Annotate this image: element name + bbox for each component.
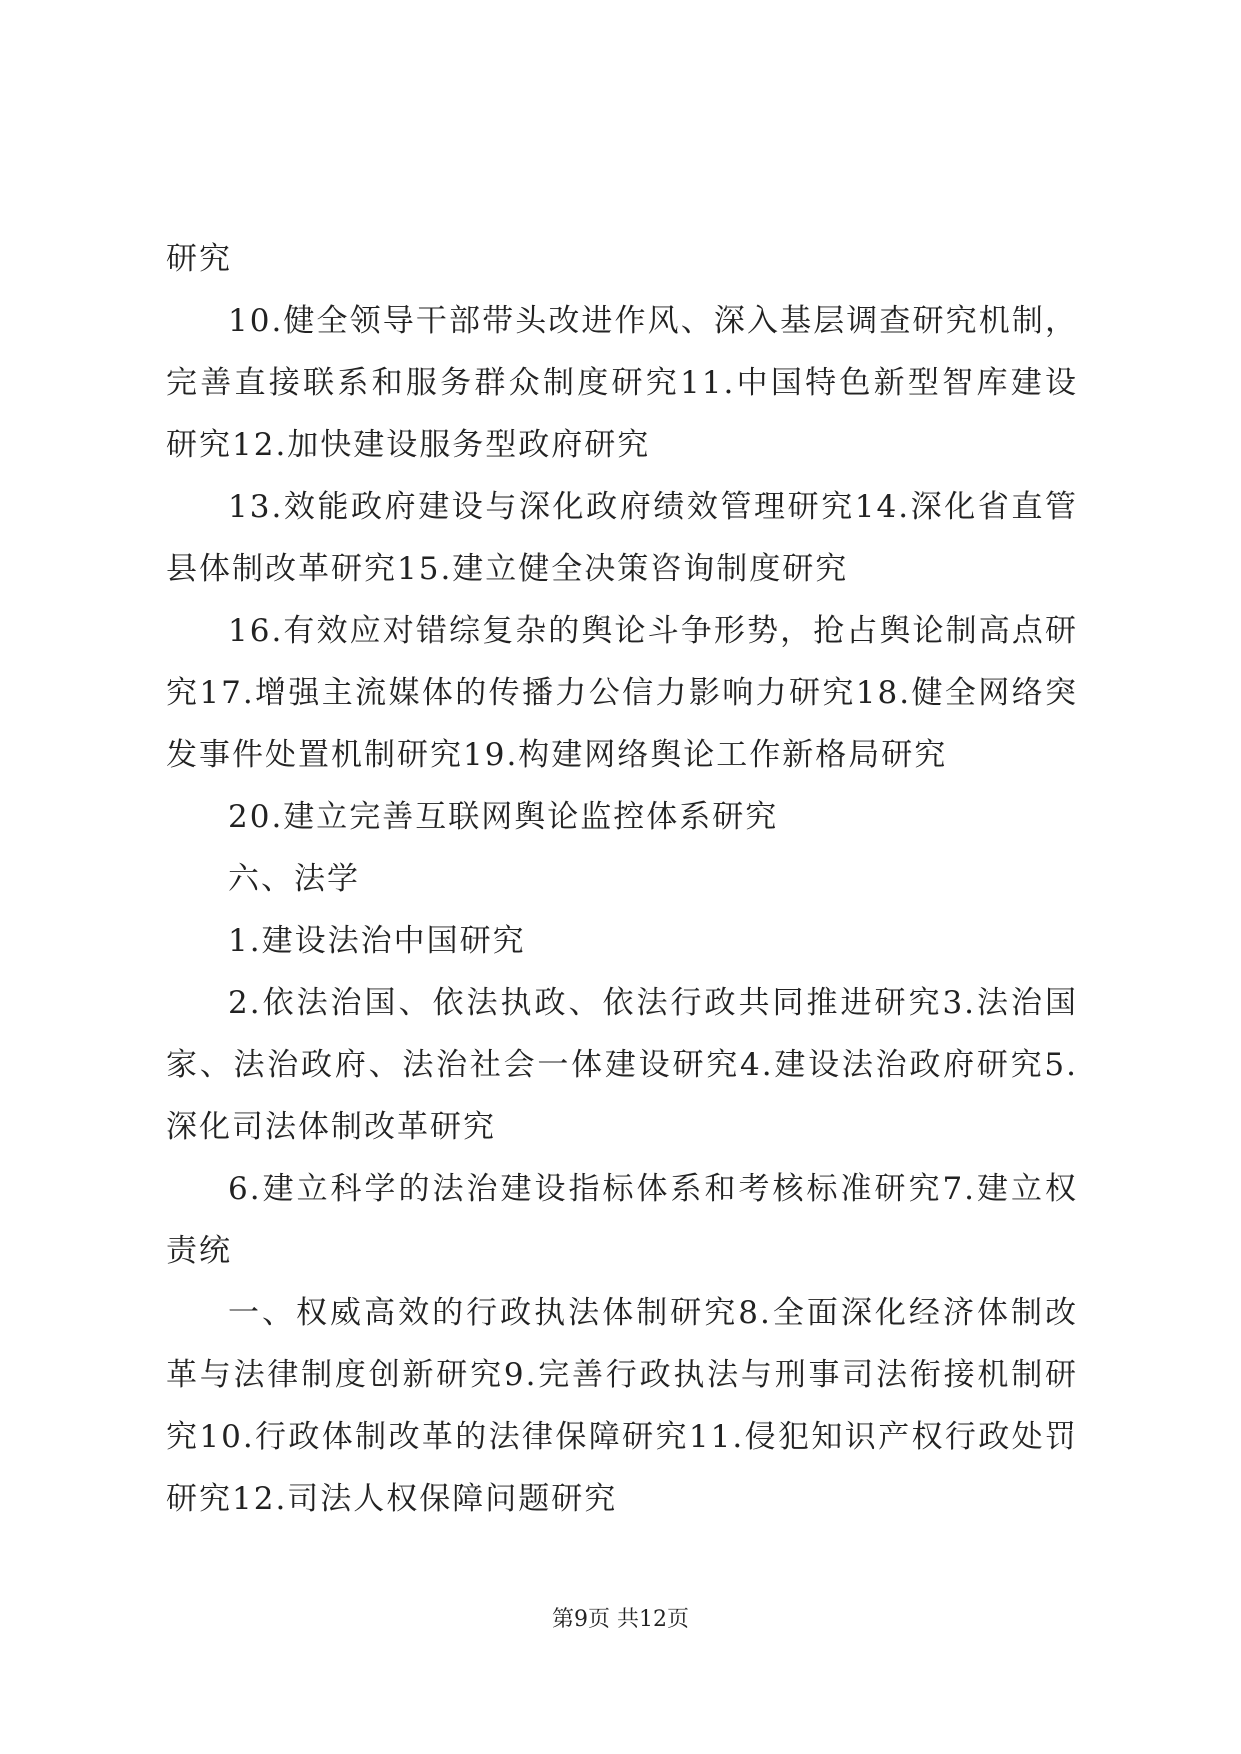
paragraph-law-item-continued: 一、权威高效的行政执法体制研究8.全面深化经济体制改革与法律制度创新研究9.完善行政执法与刑事司法衔接机制研究10.行政体制改革的法律保障研究11.侵犯知识产权行政处罚研究12.司法人权保障问题研究 [166,1295,1078,1517]
page-number-label: 第9页 共12页 [552,1607,689,1632]
paragraph-law-item-1: 1.建设法治中国研究 [228,923,526,959]
paragraph-item-20: 20.建立完善互联网舆论监控体系研究 [228,799,779,835]
section-heading-law: 六、法学 [228,861,360,897]
paragraph-item-10: 10.健全领导干部带头改进作风、深入基层调查研究机制，完善直接联系和服务群众制度研究11.中国特色新型智库建设研究12.加快建设服务型政府研究 [166,303,1078,463]
paragraph-item-13: 13.效能政府建设与深化政府绩效管理研究14.深化省直管县体制改革研究15.建立健全决策咨询制度研究 [166,489,1078,587]
document-body [166,228,1078,1530]
paragraph-item-16: 16.有效应对错综复杂的舆论斗争形势，抢占舆论制高点研究17.增强主流媒体的传播力公信力影响力研究18.健全网络突发事件处置机制研究19.构建网络舆论工作新格局研究 [166,613,1078,773]
page-footer [0,1605,1241,1635]
paragraph-law-item-6: 6.建立科学的法治建设指标体系和考核标准研究7.建立权责统 [166,1171,1078,1269]
paragraph-law-item-2: 2.依法治国、依法执政、依法行政共同推进研究3.法治国家、法治政府、法治社会一体建设研究4.建设法治政府研究5.深化司法体制改革研究 [166,985,1078,1145]
paragraph-continuation: 研究 [166,241,232,277]
